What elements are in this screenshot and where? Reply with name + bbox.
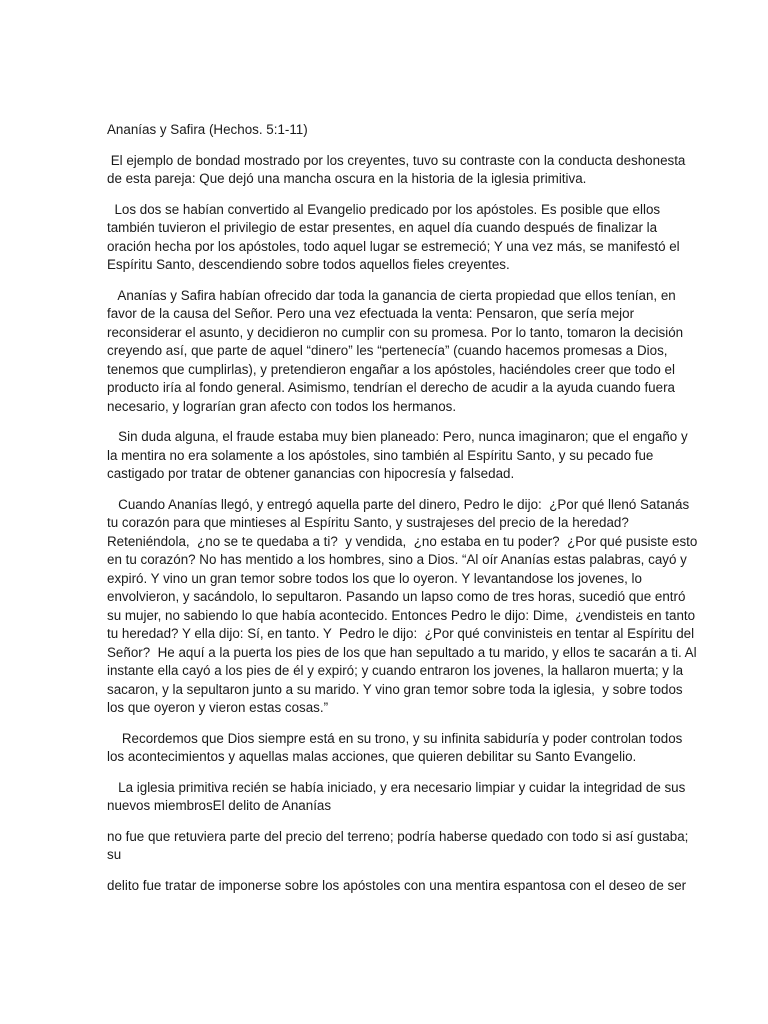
text-line: tu corazón para que mintieses al Espíritu Santo, y sustrajeses del precio de la heredad?: [107, 515, 629, 530]
text-line: nuevos miembrosEl delito de Ananías: [107, 798, 332, 813]
text-line: instante ella cayó a los pies de él y expiró; y cuando entraron los jovenes, la hallaron muerta; y la: [107, 663, 684, 678]
text-line: necesario, y lograrían gran afecto con todos los hermanos.: [107, 398, 457, 414]
text-line: la mentira no era solamente a los apóstoles, sino también al Espíritu Santo, y su pecado fue: [107, 447, 654, 463]
text-line: de esta pareja: Que dejó una mancha oscura en la historia de la iglesia primitiva.: [107, 171, 587, 186]
text-line: Sin duda alguna, el fraude estaba muy bien planeado: Pero, nunca imaginaron; que el engaño y: [107, 429, 688, 444]
text-line: producto iría al fondo general. Asimismo, tendrían el derecho de acudir a la ayuda cuando fuera: [107, 380, 675, 395]
text-line: también tuvieron el privilegio de estar presentes, en aquel día cuando después de finalizar la: [107, 220, 658, 235]
text-line: tenemos que cumplirlas), y pretendieron engañar a los apóstoles, haciéndoles creer que todo el: [107, 361, 675, 377]
paragraph: [107, 428, 688, 484]
document-title: Ananías y Safira (Hechos. 5:1-11): [107, 122, 308, 137]
text-line: Recordemos que Dios siempre está en su trono, y su infinita sabiduría y poder controlan todos: [107, 730, 683, 746]
text-line: La iglesia primitiva recién se había iniciado, y era necesario limpiar y cuidar la integridad de sus: [107, 779, 686, 795]
text-line: no fue que retuviera parte del precio del terreno; podría haberse quedado con todo si así gustaba;: [107, 828, 689, 844]
paragraph: [107, 201, 680, 275]
document-page: [107, 121, 698, 907]
paragraph: [107, 152, 686, 189]
text-line: los acontecimientos y aquellas malas acciones, que quieren debilitar su Santo Evangelio.: [107, 749, 637, 764]
paragraph: [107, 287, 684, 417]
paragraph: [107, 779, 686, 816]
paragraph: [107, 730, 683, 767]
paragraph: [107, 828, 689, 865]
text-line: en tu corazón? No has mentido a los hombres, sino a Dios. “Al oír Ananías estas palabras, cayó y: [107, 552, 687, 567]
text-line: creyendo así, que parte de aquel “dinero” les “pertenecía” (cuando hacemos promesas a Dios,: [107, 343, 668, 358]
text-line: favor de la causa del Señor. Pero una vez efectuada la venta: Pensaron, que sería mejor: [107, 306, 635, 321]
paragraph: [107, 496, 698, 718]
text-line: castigado por tratar de obtener ganancias con hipocresía y falsedad.: [107, 466, 515, 481]
text-line: Cuando Ananías llegó, y entregó aquella parte del dinero, Pedro le dijo: ¿Por qué llenó Satanás: [107, 496, 690, 512]
text-line: reconsiderar el asunto, y decidieron no cumplir con su promesa. Por lo tanto, tomaron la decisión: [107, 324, 684, 340]
text-line: Señor? He aquí a la puerta los pies de los que han sepultado a tu marido, y ellos te sacarán a ti. Al: [107, 644, 697, 660]
text-line: El ejemplo de bondad mostrado por los creyentes, tuvo su contraste con la conducta deshonesta: [107, 152, 686, 168]
text-line: oración hecha por los apóstoles, todo aquel lugar se estremeció; Y una vez más, se manifestó el: [107, 238, 680, 254]
text-line: Los dos se habían convertido al Evangelio predicado por los apóstoles. Es posible que ellos: [107, 201, 661, 217]
text-line: sacaron, y la sepultaron junto a su marido. Y vino gran temor sobre toda la iglesia, y sobre todos: [107, 681, 683, 697]
text-line: Espíritu Santo, descendiendo sobre todos aquellos fieles creyentes.: [107, 257, 510, 272]
text-line: expiró. Y vino un gran temor sobre todos los que lo oyeron. Y levantandose los jovenes, lo: [107, 570, 642, 586]
text-line: Ananías y Safira habían ofrecido dar toda la ganancia de cierta propiedad que ellos tenían, en: [107, 287, 676, 303]
text-line: los que oyeron y vieron estas cosas.”: [107, 700, 329, 715]
text-line: su: [107, 847, 122, 862]
text-line: Reteniéndola, ¿no se te quedaba a ti? y vendida, ¿no estaba en tu poder? ¿Por qué pusiste esto: [107, 533, 698, 549]
text-line: su mujer, no sabiendo lo que había acontecido. Entonces Pedro le dijo: Dime, ¿vendisteis en tanto: [107, 607, 696, 623]
text-line: envolvieron, y sacándolo, lo sepultaron. Pasando un lapso como de tres horas, sucedió que entró: [107, 589, 686, 604]
paragraph: [107, 877, 687, 896]
text-line: tu heredad? Y ella dijo: Sí, en tanto. Y Pedro le dijo: ¿Por qué convinisteis en tentar al Espíritu del: [107, 626, 695, 641]
text-line: delito fue tratar de imponerse sobre los apóstoles con una mentira espantosa con el deseo de ser: [107, 877, 687, 893]
document-body: [107, 152, 698, 896]
